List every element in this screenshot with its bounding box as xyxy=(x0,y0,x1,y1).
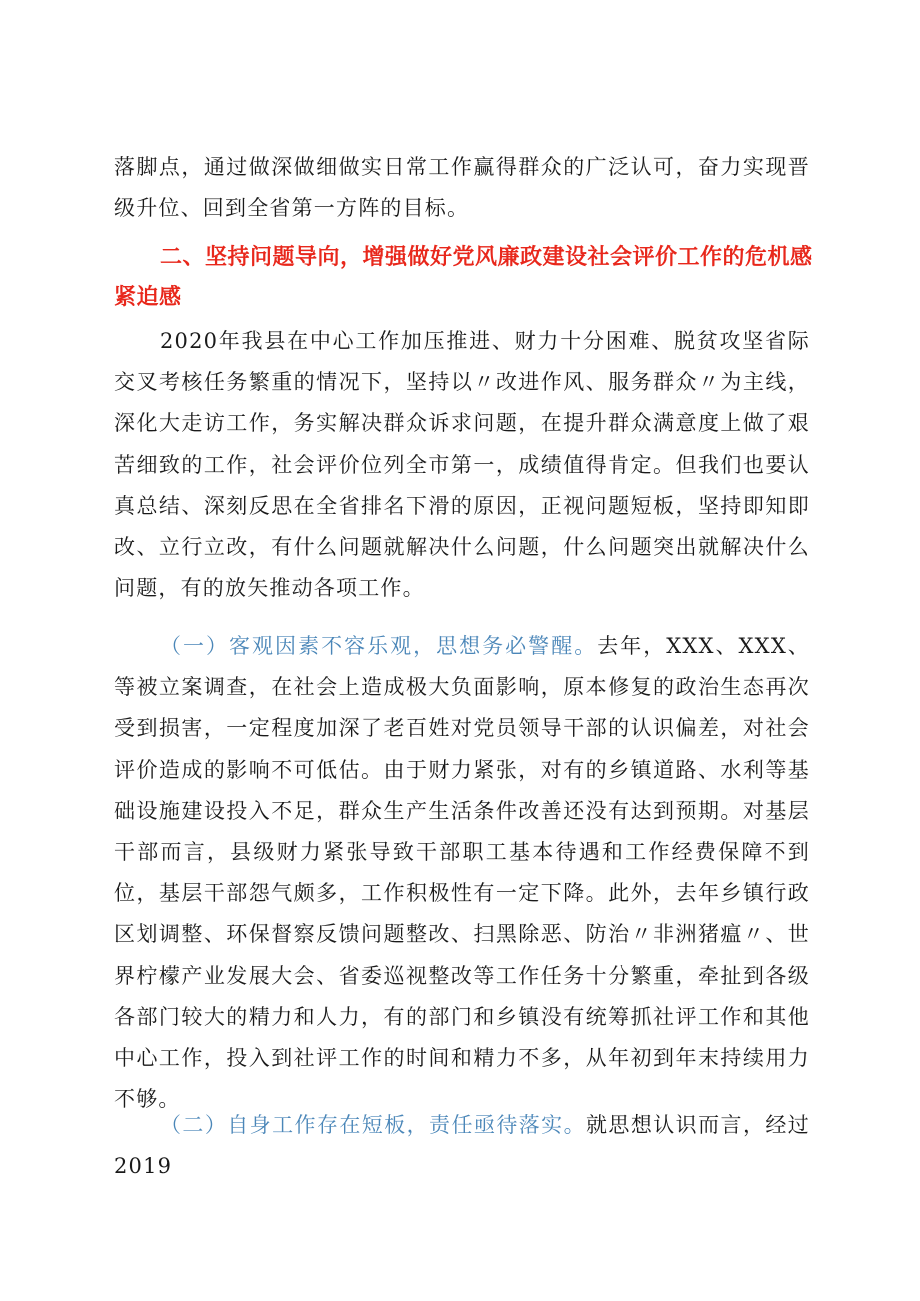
paragraph-objective-factors xyxy=(114,626,810,1120)
paragraph-continuation: 落脚点，通过做深做细做实日常工作赢得群众的广泛认可，奋力实现晋级升位、回到全省第一方阵的目标。 xyxy=(114,155,810,221)
paragraph-objective-factors-body: 去年，XXX、XXX、等被立案调查，在社会上造成极大负面影响，原本修复的政治生态再次受到损害，一定程度加深了老百姓对党员领导干部的认识偏差，对社会评价造成的影响不可低估。由于财力紧张，对有的乡镇道路、水利等基础设施建设投入不足，群众生产生活条件改善还没有达到预期。对基层干部而言，县级财力紧张导致干部职工基本待遇和工作经费保障不到位，基层干部怨气颇多，工作积极性有一定下降。此外，去年乡镇行政区划调整、环保督察反馈问题整改、扫黑除恶、防治〃非洲猪瘟〃、世界柠檬产业发展大会、省委巡视整改等工作任务十分繁重，牵扯到各级各部门较大的精力和人力，有的部门和乡镇没有统筹抓社评工作和其他中心工作，投入到社评工作的时间和精力不多，从年初到年末持续用力不够。 xyxy=(114,634,810,1112)
paragraph-own-shortcomings xyxy=(114,1105,810,1187)
section-heading xyxy=(114,238,814,318)
subheading-objective-factors: （一）客观因素不容乐观，思想务必警醒。 xyxy=(160,634,598,658)
paragraph-intro: 2020年我县在中心工作加压推进、财力十分困难、脱贫攻坚省际交叉考核任务繁重的情况下，坚持以〃改进作风、服务群众〃为主线，深化大走访工作，务实解决群众诉求问题，在提升群众满意度上做了艰苦细致的工作，社会评价位列全市第一，成绩值得肯定。但我们也要认真总结、深刻反思在全省排名下滑的原因，正视问题短板，坚持即知即改、立行立改，有什么问题就解决什么问题，什么问题突出就解决什么问题，有的放矢推动各项工作。 xyxy=(114,329,810,601)
section-heading-text: 二、坚持问题导向，增强做好党风廉政建设社会评价工作的危机感紧迫感 xyxy=(114,245,813,310)
subheading-own-shortcomings: （二）自身工作存在短板，责任亟待落实。 xyxy=(160,1113,586,1137)
paragraph-own-shortcomings-body: 就思想认识而言，经过2019 xyxy=(114,1113,810,1179)
